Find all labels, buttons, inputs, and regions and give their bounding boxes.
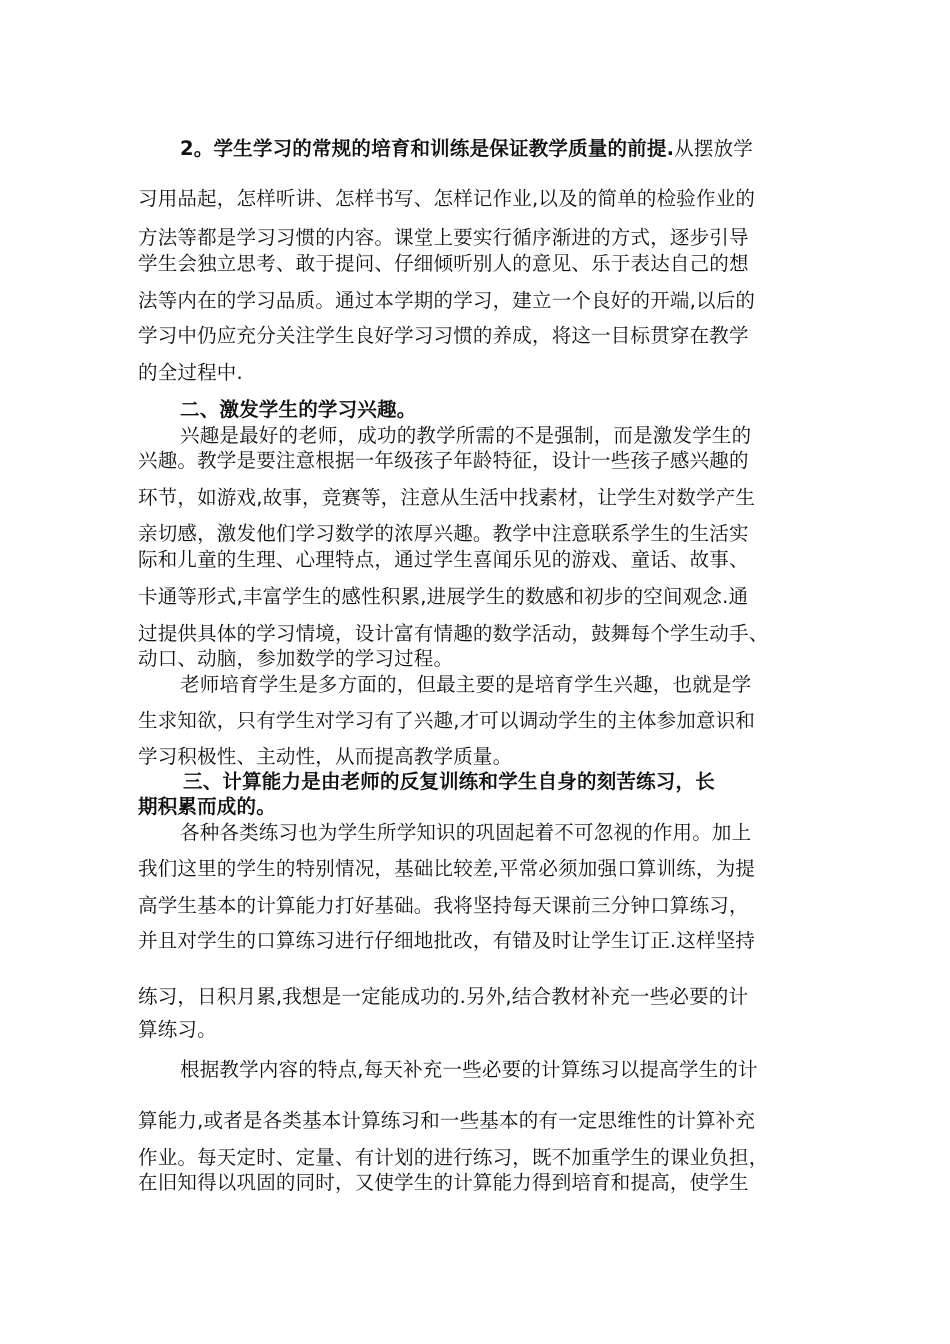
paragraph-2-line-7: 过提供具体的学习情境，设计富有情趣的数学活动，鼓舞每个学生动手、 [138, 622, 769, 645]
paragraph-3-line-2: 生求知欲，只有学生对学习有了兴趣,才可以调动学生的主体参加意识和 [138, 709, 756, 732]
paragraph-2-line-3: 环节，如游戏,故事，竞赛等，注意从生活中找素材，让学生对数学产生 [138, 486, 756, 509]
paragraph-1-line-4: 学生会独立思考、敢于提问、仔细倾听别人的意见、乐于表达自己的想 [138, 252, 749, 275]
paragraph-4-line-3: 高学生基本的计算能力打好基础。我将坚持每天课前三分钟口算练习， [138, 894, 749, 917]
paragraph-2-line-1: 兴趣是最好的老师，成功的教学所需的不是强制，而是激发学生的 [180, 424, 752, 447]
paragraph-4-line-5: 练习，日积月累,我想是一定能成功的.另外,结合教材补充一些必要的计 [138, 985, 749, 1008]
paragraph-4-line-2: 我们这里的学生的特别情况，基础比较差,平常必须加强口算训练，为提 [138, 857, 756, 880]
paragraph-5-line-1: 根据教学内容的特点,每天补充一些必要的计算练习以提高学生的计 [180, 1058, 758, 1081]
paragraph-2-line-8: 动口、动脑，参加数学的学习过程。 [138, 647, 454, 670]
paragraph-1-line-6: 学习中仍应充分关注学生良好学习习惯的养成，将这一目标贯穿在教学 [138, 324, 749, 347]
paragraph-1-line-7: 的全过程中. [138, 361, 243, 384]
paragraph-2-line-4: 亲切感，激发他们学习数学的浓厚兴趣。教学中注意联系学生的生活实 [138, 522, 749, 545]
paragraph-5-line-3: 作业。每天定时、定量、有计划的进行练习，既不加重学生的课业负担， [138, 1146, 769, 1169]
paragraph-1-line-3: 方法等都是学习习惯的内容。课堂上要实行循序渐进的方式，逐步引导 [138, 226, 749, 249]
paragraph-1-line-5: 法等内在的学习品质。通过本学期的学习，建立一个良好的开端,以后的 [138, 289, 756, 312]
paragraph-3-line-3: 学习积极性、主动性，从而提高教学质量。 [138, 745, 513, 768]
paragraph-2-line-6: 卡通等形式,丰富学生的感性积累,进展学生的数感和初步的空间观念.通 [138, 585, 749, 608]
paragraph-3-line-1: 老师培育学生是多方面的，但最主要的是培育学生兴趣，也就是学 [180, 673, 752, 696]
paragraph-5-line-2: 算能力,或者是各类基本计算练习和一些基本的有一定思维性的计算补充 [138, 1109, 756, 1132]
section-heading-3-line-1: 三、计算能力是由老师的反复训练和学生自身的刻苦练习，长 [183, 770, 715, 793]
paragraph-1-line-1 [180, 137, 753, 161]
paragraph-2-line-2: 兴趣。教学是要注意根据一年级孩子年龄特征，设计一些孩子感兴趣的 [138, 449, 749, 472]
paragraph-1-line-2: 习用品起，怎样听讲、怎样书写、怎样记作业,以及的简单的检验作业的 [138, 187, 756, 210]
section-heading-2: 二、激发学生的学习兴趣。 [180, 398, 417, 421]
paragraph-4-line-4: 并且对学生的口算练习进行仔细地批改，有错及时让学生订正.这样坚持 [138, 929, 756, 952]
paragraph-1-lead-tail: 从摆放学 [674, 137, 753, 160]
paragraph-2-line-5: 际和儿童的生理、心理特点，通过学生喜闻乐见的游戏、童话、故事、 [138, 548, 749, 571]
section-heading-3-line-2: 期积累而成的。 [138, 795, 276, 818]
paragraph-1-bold-lead: 2。学生学习的常规的培育和训练是保证教学质量的前提. [180, 137, 675, 160]
paragraph-5-line-4: 在旧知得以巩固的同时，又使学生的计算能力得到培育和提高，使学生 [138, 1171, 749, 1194]
paragraph-4-line-1: 各种各类练习也为学生所学知识的巩固起着不可忽视的作用。加上 [180, 821, 752, 844]
paragraph-4-line-6: 算练习。 [138, 1018, 217, 1041]
